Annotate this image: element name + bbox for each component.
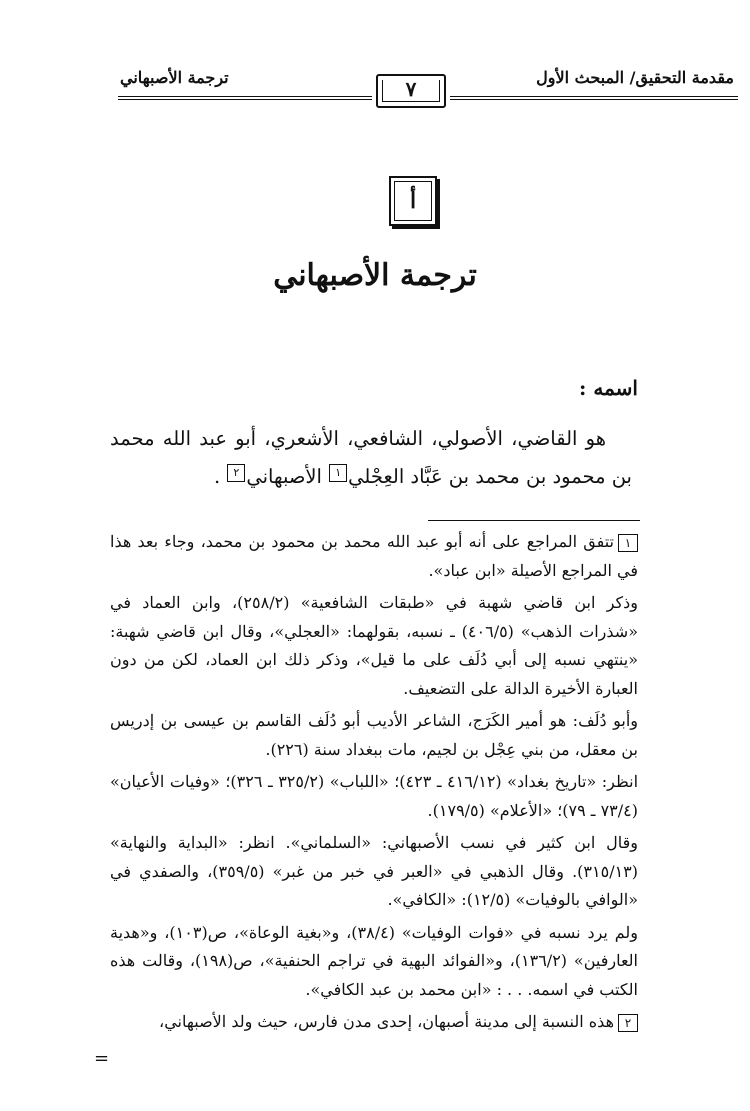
header-rule-left <box>118 96 372 100</box>
header-rule-right <box>450 96 738 100</box>
page-number: ٧ <box>405 77 417 101</box>
footnote-text: وقال ابن كثير في نسب الأصبهاني: «السلماني». انظر: «البداية والنهاية» (٣١٥/١٣). وقال الذهبي في «العبر في خبر من غبر» (٣٥٩/٥)، والصفدي في «الوافي بالوفيات» (١٢/٥): «الكافي». <box>110 833 639 909</box>
footnote-reference-1[interactable]: ١ <box>329 464 347 482</box>
chapter-title: ترجمة الأصبهاني <box>273 258 477 293</box>
footnote-number-2: ٢ <box>618 1014 638 1032</box>
footnotes-block <box>110 528 638 1041</box>
footnote-1-continuation <box>110 589 638 703</box>
footnote-separator <box>428 520 640 521</box>
footnote-1-continuation <box>110 707 638 764</box>
footnote-2 <box>110 1008 638 1037</box>
continuation-mark: = <box>94 1048 110 1069</box>
body-paragraph <box>110 420 632 496</box>
footnote-reference-2[interactable]: ٢ <box>227 464 245 482</box>
footnote-text: هذه النسبة إلى مدينة أصبهان، إحدى مدن فارس، حيث ولد الأصبهاني، <box>159 1012 614 1031</box>
footnote-text: ولم يرد نسبه في «فوات الوفيات» (٣٨/٤)، و«بغية الوعاة»، ص(١٠٣)، و«هدية العارفين» (١٣٦/٢)، و«الفوائد البهية في تراجم الحنفية»، ص(١٩٨)، وقالت هذه الكتب في اسمه. . . : «ابن محمد بن عبد الكافي». <box>110 922 639 999</box>
footnote-1 <box>110 528 638 585</box>
footnote-text: انظر: «تاريخ بغداد» (٤١٦/١٢ ـ ٤٢٣)؛ «اللباب» (٣٢٥/٢ ـ ٣٢٦)؛ «وفيات الأعيان» (٧٣/٤ ـ ٧٩)؛ «الأعلام» (١٧٩/٥). <box>110 772 639 820</box>
footnote-text: وذكر ابن قاضي شهبة في «طبقات الشافعية» (٢٥٨/٢)، وابن العماد في «شذرات الذهب» (٤٠٦/٥) ـ نسبه، بقولهما: «العجلي»، وقال ابن قاضي شهبة: «ينتهي نسبه إلى أبي دُلَف على ما قيل»، وذكر ذلك ابن العماد، لكن من دون العبارة الأخيرة الدالة على التضعيف. <box>110 593 639 698</box>
body-text-part1: هو القاضي، الأصولي، الشافعي، الأشعري، أبو عبد الله محمد بن محمود بن محمد بن عَبَّاد العِجْلي <box>110 427 632 488</box>
body-text-end: . <box>213 465 227 488</box>
footnote-text: وأبو دُلَف: هو أمير الكَرَج، الشاعر الأديب أبو دُلَف القاسم بن عيسى بن إدريس بن معقل، من بني عِجْل بن لجيم، مات ببغداد سنة (٢٢٦). <box>110 711 638 759</box>
running-header-chapter: مقدمة التحقيق/ المبحث الأول <box>536 68 734 87</box>
section-letter-frame <box>389 176 437 226</box>
footnote-text: تتفق المراجع على أنه أبو عبد الله محمد بن محمود بن محمد، وجاء بعد هذا في المراجع الأصيلة «ابن عباد». <box>110 532 638 580</box>
footnote-1-continuation <box>110 768 638 825</box>
section-letter: أ <box>409 188 417 214</box>
page-number-frame <box>376 74 446 108</box>
footnote-1-continuation <box>110 829 638 915</box>
footnote-number-1: ١ <box>618 534 638 552</box>
section-subheading: اسمه : <box>579 376 638 400</box>
running-header-topic: ترجمة الأصبهاني <box>120 68 229 87</box>
body-text-part2: الأصبهاني <box>246 465 329 488</box>
footnote-1-continuation <box>110 919 638 1005</box>
